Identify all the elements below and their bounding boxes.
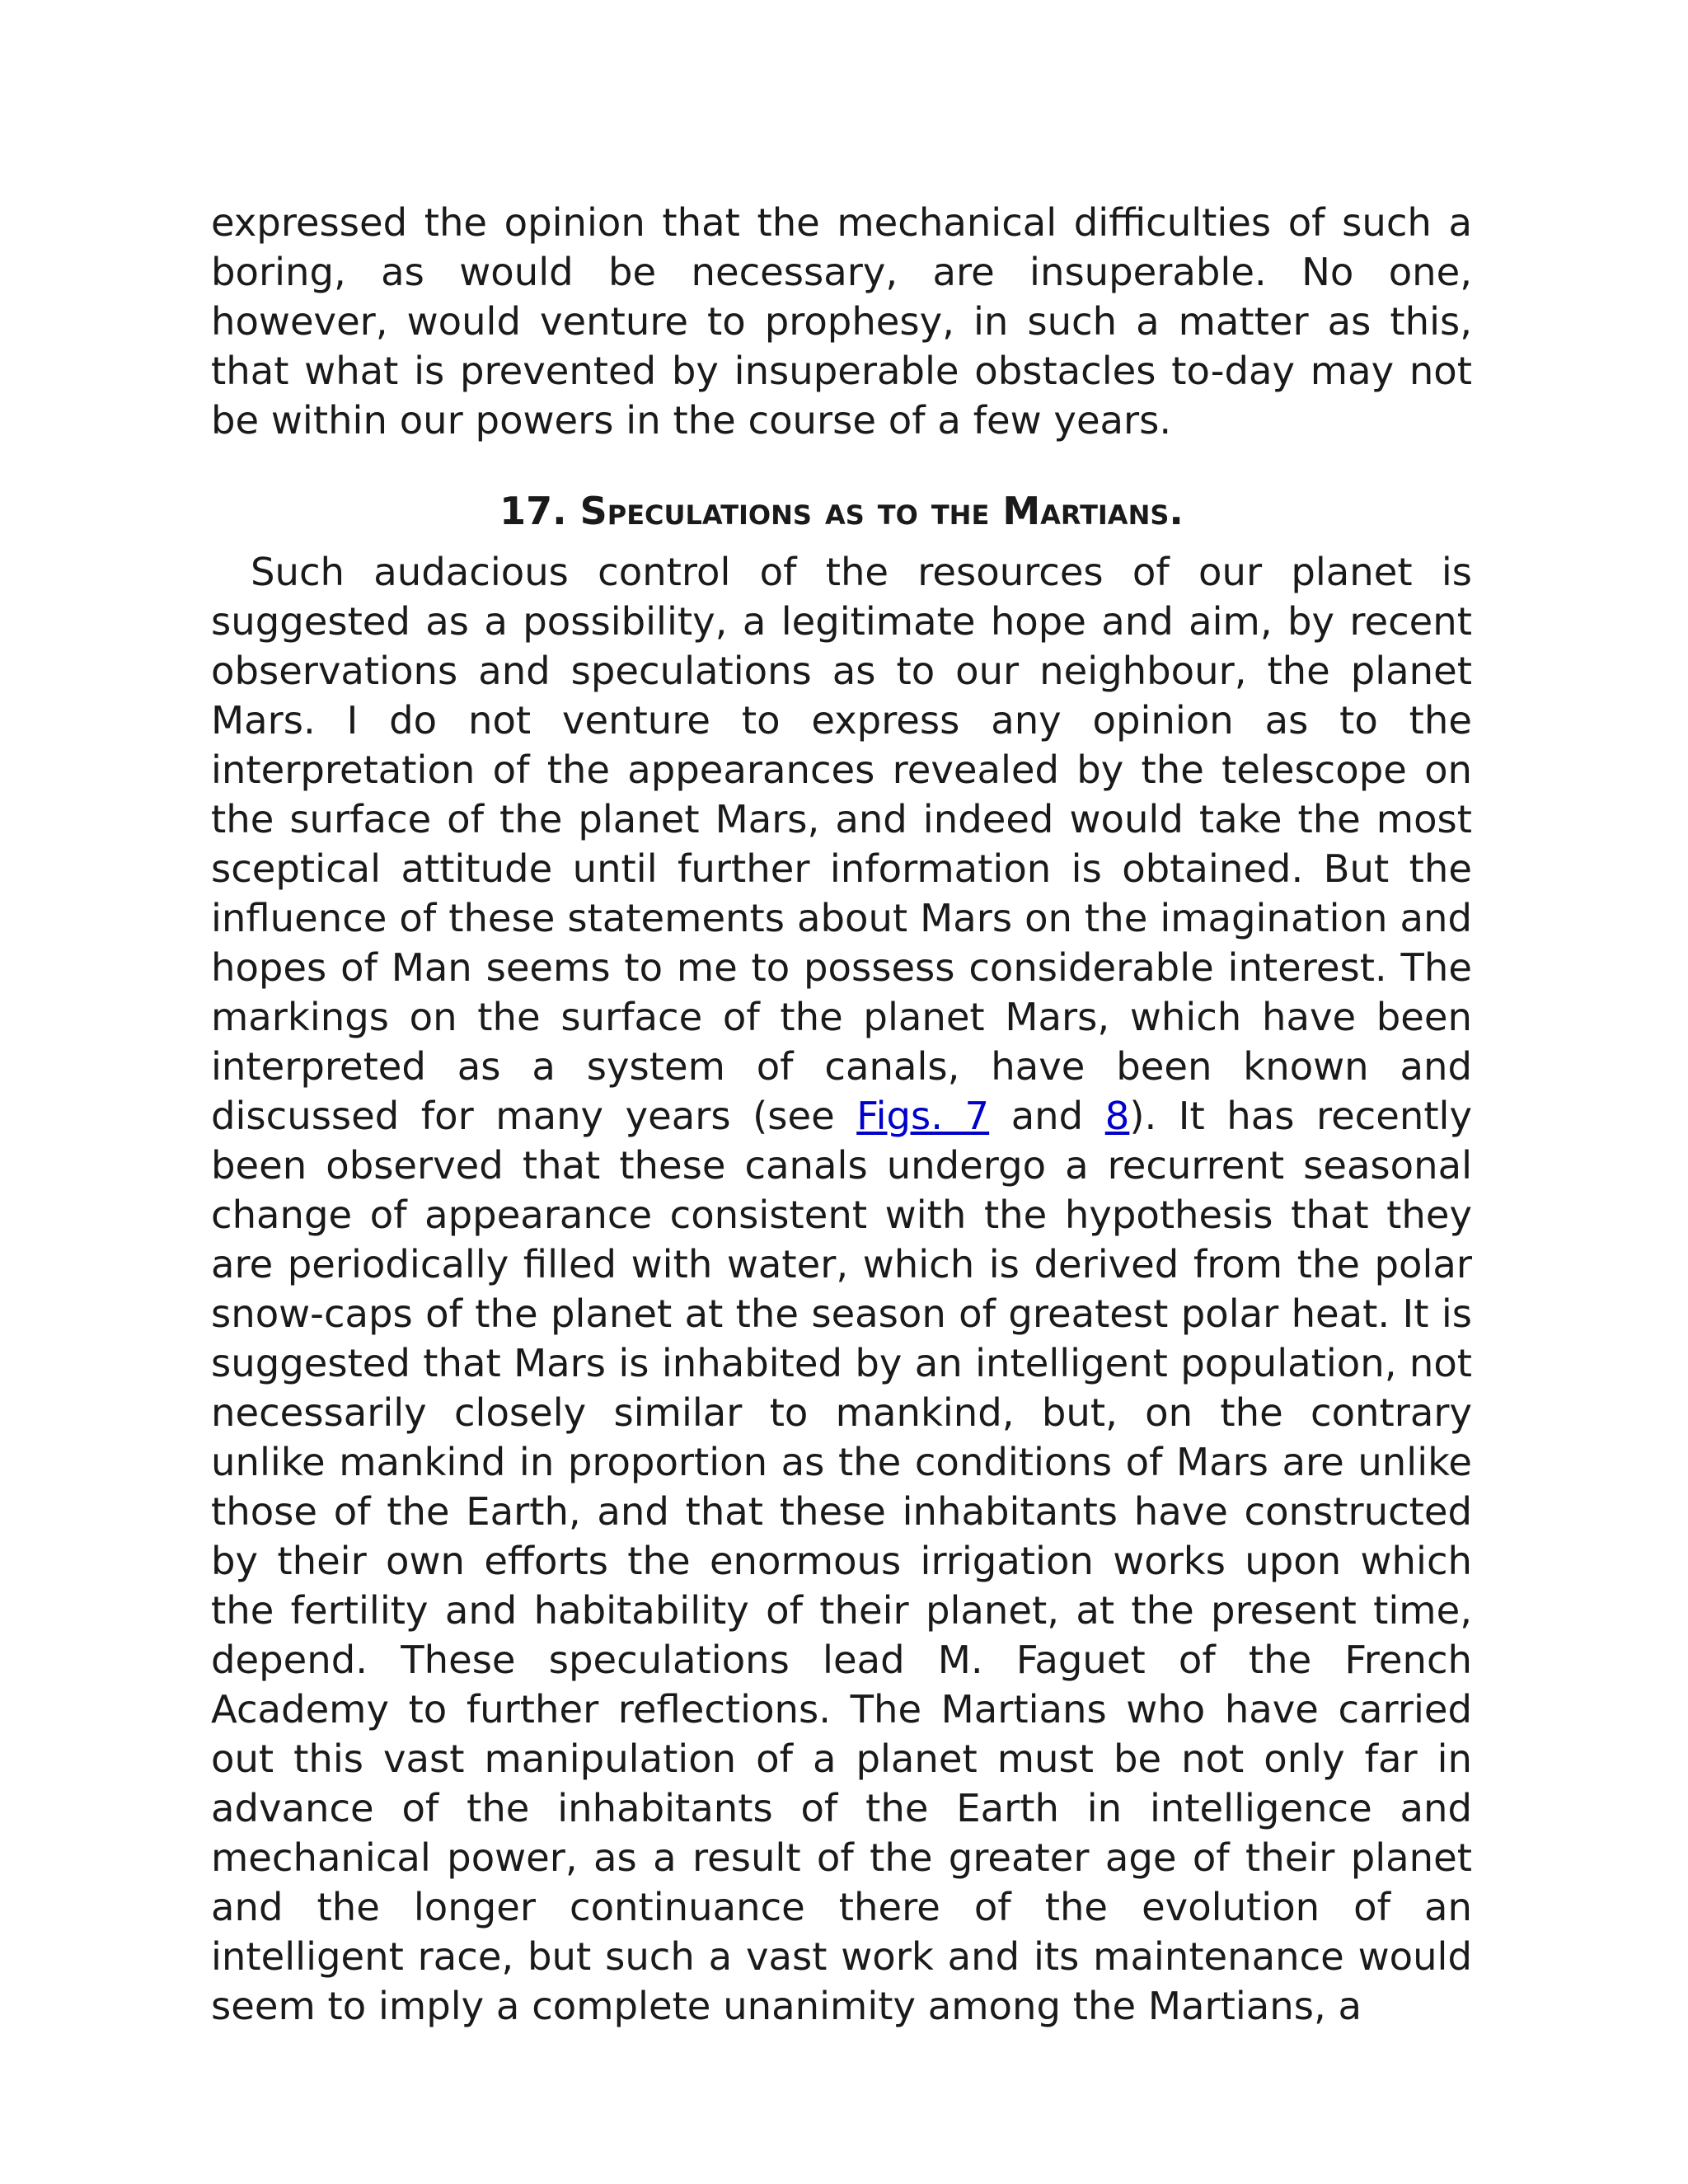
paragraph-text-part-2: ). It has recently been observed that these canals undergo a recurrent seasonal change of appearance consistent with the hypothesis that they are periodically filled with water, which is derived from the polar snow-caps of the planet at the season of greatest polar heat. It is suggested that Mars is inhabited by an intelligent population, not necessarily closely similar to mankind, but, on the contrary unlike mankind in proportion as the conditions of Mars are unlike those of the Earth, and that these inhabitants have constructed by their own efforts the enormous irrigation works upon which the fertility and habitability of their planet, at the present time, depend. These speculations lead M. Faguet of the French Academy to further reflections. The Martians who have carried out this vast manipulation of a planet must be not only far in advance of the inhabitants of the Earth in intelligence and mechanical power, as a result of the greater age of their planet and the longer continuance there of the evolution of an intelligent race, but such a vast work and its maintenance would seem to imply a complete unanimity among the Martians, a xyxy=(211,1094,1472,2028)
paragraph-text-part-1: Such audacious control of the resources of our planet is suggested as a possibility, a legitimate hope and aim, by recent observations and speculations as to our neighbour, the planet Mars. I do not venture to express any opinion as to the interpretation of the appearances revealed by the telescope on the surface of the planet Mars, and indeed would take the most sceptical attitude until further information is obtained. But the influence of these statements about Mars on the imagination and hopes of Man seems to me to possess considerable interest. The markings on the surface of the planet Mars, which have been interpreted as a system of canals, have been known and discussed for many years (see xyxy=(211,550,1472,1138)
paragraph-continued: expressed the opinion that the mechanical difficulties of such a boring, as would be necessary, are insuperable. No one, however, would venture to prophesy, in such a matter as this, that what is prevented by insuperable obstacles to-day may not be within our powers in the course of a few years. xyxy=(211,200,1472,443)
figs-7-link[interactable]: Figs. 7 xyxy=(856,1094,990,1138)
book-page xyxy=(211,198,1472,2031)
fig-8-link[interactable]: 8 xyxy=(1104,1094,1130,1138)
section-heading: 17. Speculations as to the Martians. xyxy=(499,489,1184,533)
paragraph-martians xyxy=(211,547,1472,2031)
paragraph-text-and: and xyxy=(989,1094,1105,1138)
